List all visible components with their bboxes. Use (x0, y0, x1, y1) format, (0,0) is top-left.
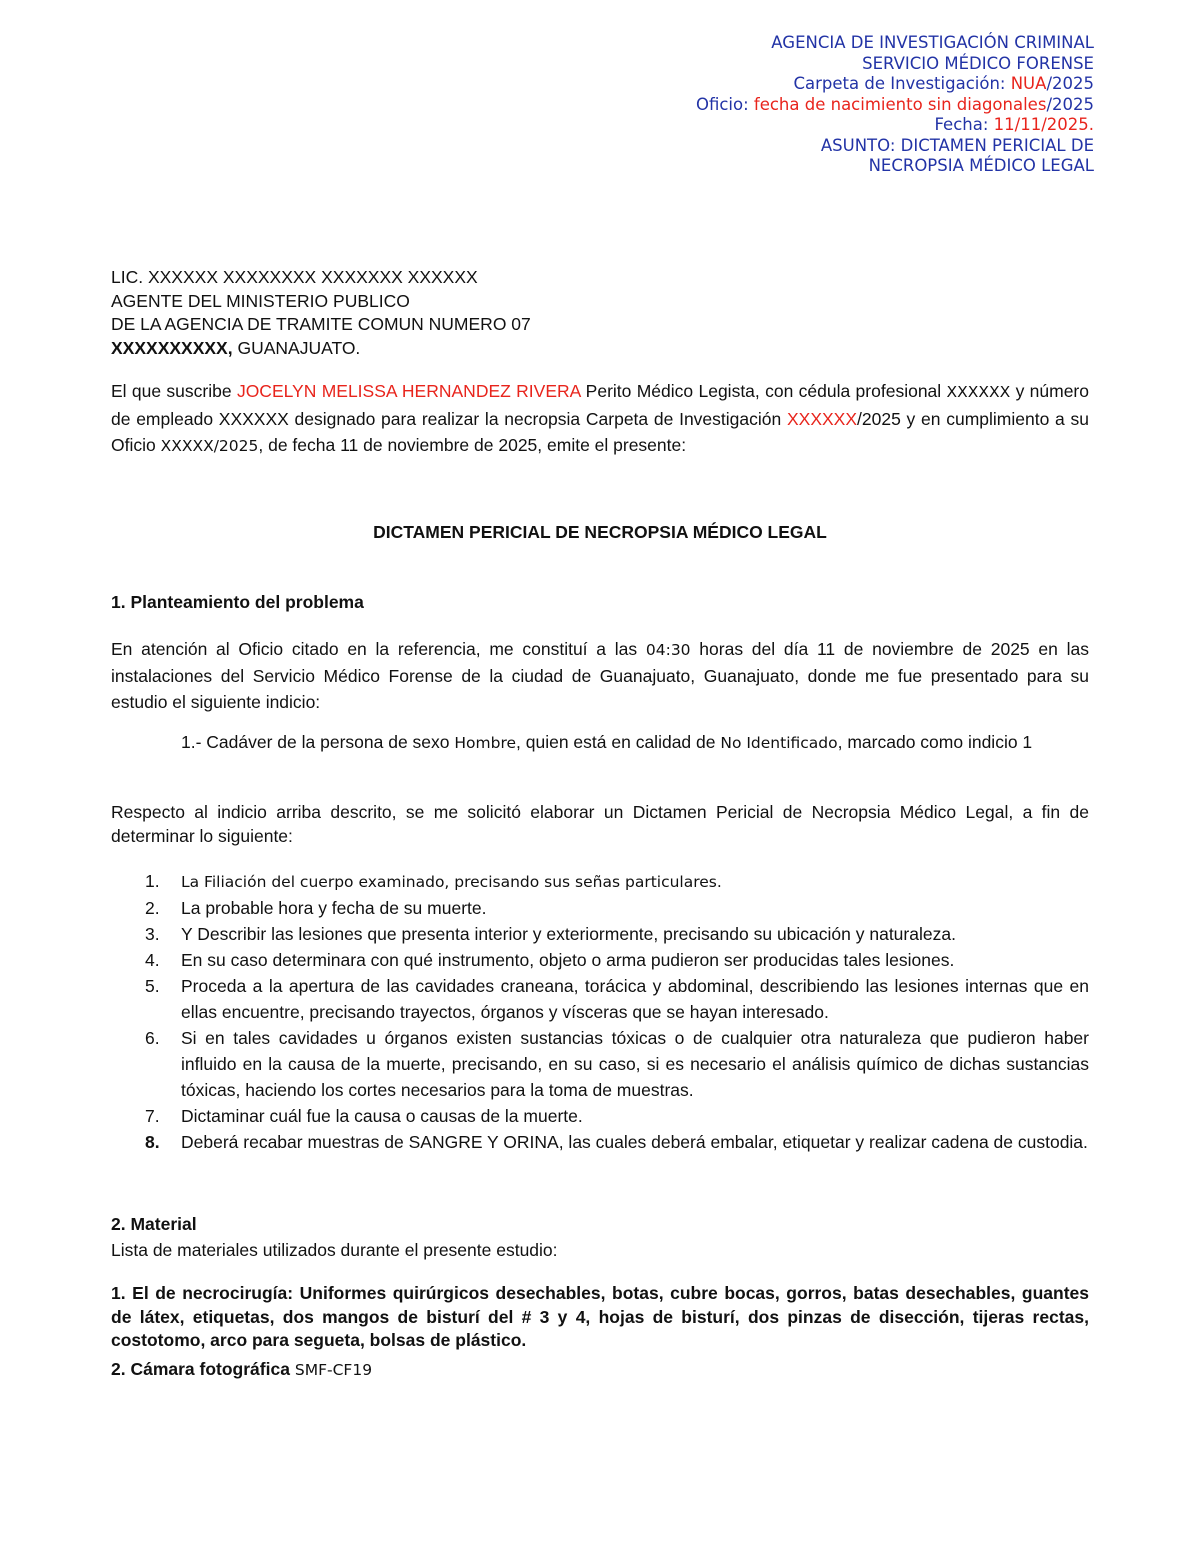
list-number: 7. (145, 1106, 160, 1126)
section-1-heading: 1. Planteamiento del problema (111, 592, 364, 612)
oficio-label: Oficio: (695, 94, 754, 114)
list-number: 1. (145, 871, 160, 891)
section-1-paragraph (111, 636, 1089, 715)
cedula-value: XXXXXX (946, 383, 1011, 401)
list-text: Si en tales cavidades u órganos existen sustancias tóxicas o de cualquier otra naturaleza que pudieron haber influido en la causa de la muerte, precisando, en su caso, si es necesario el análisis químico de dichas sustancias tóxicas, haciendo los cortes necesarios para la toma de muestras. (181, 1028, 1089, 1100)
list-text: Proceda a la apertura de las cavidades craneana, torácica y abdominal, describiendo las lesiones internas que en ellas encuentre, precisando trayectos, órganos y vísceras que se hayan interesado. (181, 976, 1089, 1022)
list-item (111, 973, 1089, 1025)
asunto-line-2: NECROPSIA MÉDICO LEGAL (868, 156, 1094, 175)
arrival-time: 04:30 (645, 641, 691, 659)
carpeta-number: XXXXXX (786, 408, 858, 429)
list-item (111, 868, 1089, 895)
list-number: 2. (145, 898, 160, 918)
intro-text-3: y número de empleado XXXXXX designado para realizar la necropsia Carpeta de Investigación (111, 381, 1089, 429)
list-item (111, 921, 1089, 947)
agency-name: AGENCIA DE INVESTIGACIÓN CRIMINAL (771, 33, 1094, 52)
camera-label: 2. Cámara fotográfica (111, 1359, 290, 1379)
material-item-1: 1. El de necrocirugía: Uniformes quirúrgicos desechables, botas, cubre bocas, gorros, batas desechables, guantes de látex, etiquetas, dos mangos de bisturí del # 3 y 4, hojas de bisturí, dos pinzas de disección, tijeras rectas, costotomo, arco para segueta, bolsas de plástico. (111, 1283, 1089, 1350)
carpeta-line (696, 74, 1094, 95)
addressee-role: AGENTE DEL MINISTERIO PUBLICO (111, 290, 410, 311)
material-item-2 (111, 1357, 1089, 1382)
oficio-line (696, 95, 1094, 116)
asunto-line-1: ASUNTO: DICTAMEN PERICIAL DE (820, 135, 1094, 155)
list-item (111, 947, 1089, 973)
list-text: Y Describir las lesiones que presenta interior y exteriormente, precisando su ubicación y naturaleza. (181, 924, 956, 944)
section-2-heading: 2. Material (111, 1214, 197, 1234)
intro-paragraph (111, 378, 1089, 460)
document-title: DICTAMEN PERICIAL DE NECROPSIA MÉDICO LEGAL (373, 522, 827, 542)
fecha-label: Fecha: (934, 115, 994, 134)
oficio-value: fecha de nacimiento sin diagonales (753, 94, 1047, 114)
intro-text-2: Perito Médico Legista, con cédula profesional (580, 381, 947, 401)
task-list (111, 868, 1089, 1155)
list-text: Dictaminar cuál fue la causa o causas de la muerte. (181, 1106, 583, 1126)
carpeta-year: /2025 (1046, 74, 1094, 93)
carpeta-value: NUA (1010, 74, 1047, 93)
list-text: Deberá recabar muestras de SANGRE Y ORINA, las cuales deberá embalar, etiquetar y realizar cadena de custodia. (181, 1132, 1088, 1152)
city-bold: XXXXXXXXXX, (111, 337, 233, 358)
p1-text-a: En atención al Oficio citado en la referencia, me constituí a las (111, 639, 646, 659)
list-item (111, 1025, 1089, 1103)
list-item (111, 895, 1089, 921)
list-text: En su caso determinara con qué instrumento, objeto o arma pudieron ser producidas tales lesiones. (181, 950, 955, 970)
indicio-item (181, 730, 1089, 756)
indicio-text-c: , marcado como indicio 1 (837, 732, 1033, 752)
indicio-sexo: Hombre (454, 734, 517, 752)
p1-text-b: horas del día 11 de noviembre de 2025 en las instalaciones del Servicio Médico Forense de la ciudad de Guanajuato, Guanajuato, donde me fue presentado para su estudio el siguiente indicio: (111, 639, 1089, 712)
list-item (111, 1129, 1089, 1155)
addressee-city (111, 337, 1089, 361)
oficio-number: XXXXX/2025 (160, 437, 259, 455)
addressee-agency: DE LA AGENCIA DE TRAMITE COMUN NUMERO 07 (111, 314, 531, 334)
list-number: 5. (145, 976, 160, 996)
letterhead (696, 33, 1094, 177)
carpeta-label: Carpeta de Investigación: (793, 74, 1011, 93)
indicio-text-a: 1.- Cadáver de la persona de sexo (181, 732, 455, 752)
section-1-request: Respecto al indicio arriba descrito, se me solicitó elaborar un Dictamen Pericial de Necropsia Médico Legal, a fin de determinar lo siguiente: (111, 802, 1089, 846)
list-number: 6. (145, 1028, 160, 1048)
list-text: La Filiación del cuerpo examinado, precisando sus señas particulares. (181, 873, 722, 891)
city-rest: GUANAJUATO. (232, 337, 361, 358)
fecha-value: 11/11/2025. (993, 115, 1094, 134)
fecha-line (696, 115, 1094, 136)
list-text: La probable hora y fecha de su muerte. (181, 898, 487, 918)
list-number: 3. (145, 924, 160, 944)
section-2-intro: Lista de materiales utilizados durante el presente estudio: (111, 1240, 558, 1260)
addressee-block (111, 266, 1089, 360)
oficio-year: /2025 (1046, 94, 1094, 114)
list-number: 8. (145, 1132, 160, 1152)
intro-text-4: /2025 y en cumplimiento a su Oficio (111, 408, 1089, 455)
camera-code: SMF-CF19 (289, 1361, 373, 1379)
list-number: 4. (145, 950, 160, 970)
intro-text-5: , de fecha 11 de noviembre de 2025, emite el presente: (258, 435, 687, 455)
indicio-text-b: , quien está en calidad de (516, 732, 721, 752)
intro-text-1: El que suscribe (111, 381, 237, 401)
perito-name: JOCELYN MELISSA HERNANDEZ RIVERA (236, 381, 581, 401)
list-item (111, 1103, 1089, 1129)
indicio-calidad: No Identificado (720, 734, 838, 752)
service-name: SERVICIO MÉDICO FORENSE (862, 53, 1094, 73)
addressee-name: LIC. XXXXXX XXXXXXXX XXXXXXX XXXXXX (111, 267, 478, 287)
